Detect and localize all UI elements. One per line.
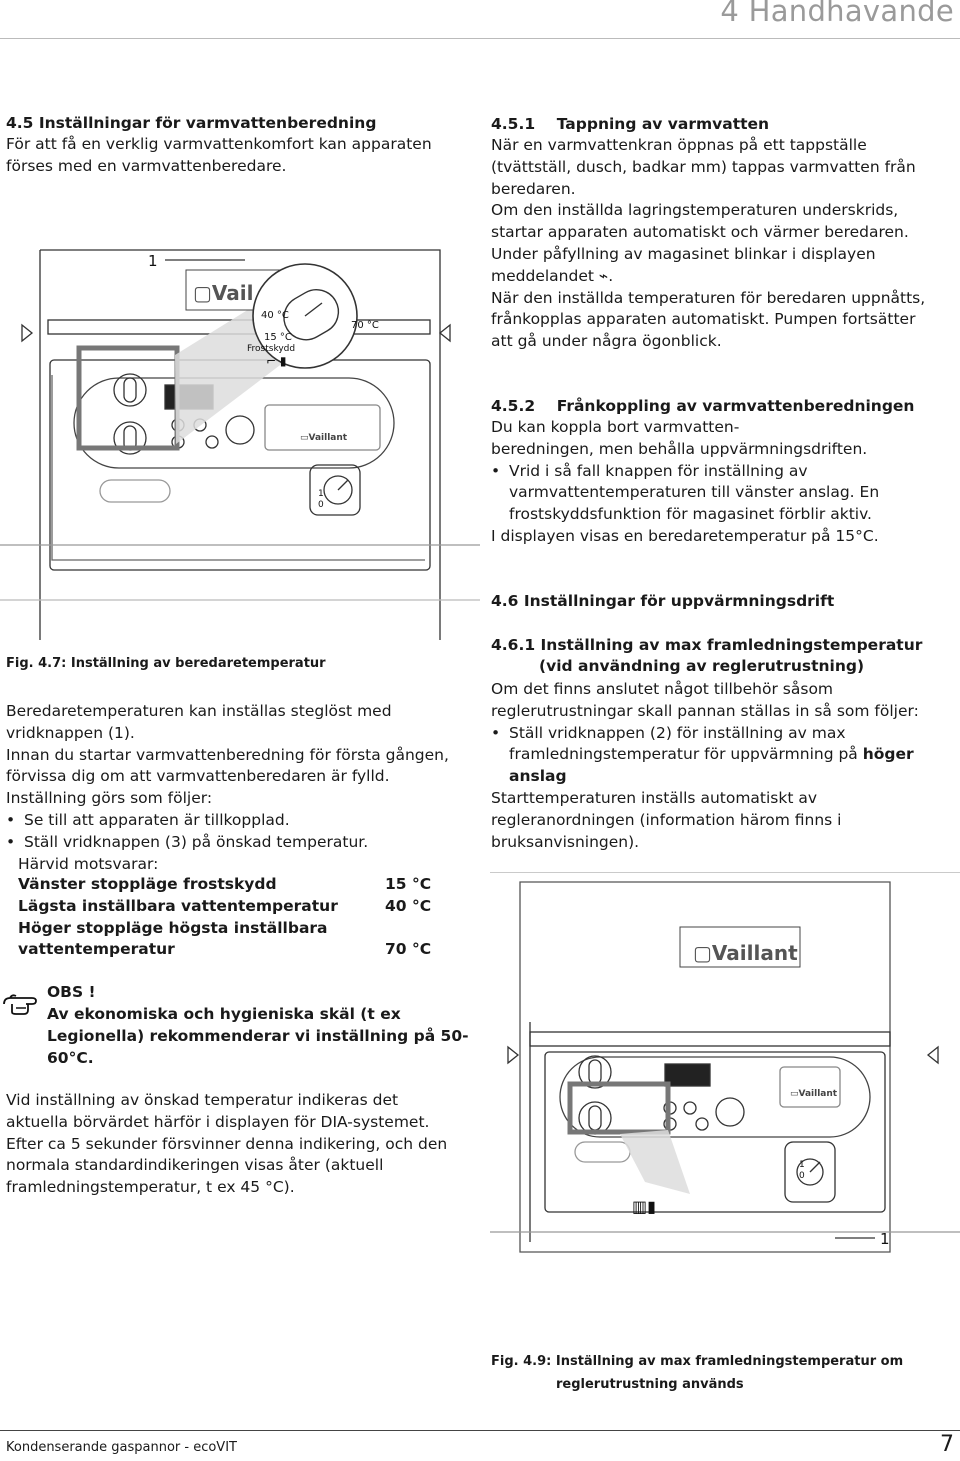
section-4-6-1-title: 4.6.1 Inställning av max framledningstemperatur [491, 636, 923, 654]
table-row: vattentemperatur 70 °C [18, 940, 432, 959]
bullet-item: • Ställ vridknappen (3) på önskad temperatur. [6, 832, 476, 854]
pointing-hand-icon [2, 990, 48, 1016]
left-body: Beredaretemperaturen kan inställas steglöst med vridknappen (1). Innan du startar varmvattenberedning för första gången, förvissa dig om att varmvattenberedaren är fylld. Inställning görs som följer: • Se till att apparaten är tillkopplad. • Ställ vridknappen (3) på önskad temperatur. Härvid motsvarar: [6, 701, 476, 875]
figure-4-9-caption-line2: reglerutrustning används [556, 1377, 744, 1392]
svg-text:▭Vaillant: ▭Vaillant [790, 1089, 838, 1099]
section-4-6-1-text: Om det finns anslutet något tillbehör såsom reglerutrustningar skall pannan ställas in så som följer: • Ställ vridknappen (2) för inställning av max framledningstemperatur för uppvärmning på höger anslag Starttemperaturen inställs automatiskt av regleranordningen (information härom finns i bruksanvisningen). [491, 679, 919, 853]
section-4-5-2-text: Du kan koppla bort varmvatten- beredningen, men behålla uppvärmningsdriften. • Vrid i så fall knappen för inställning av varmvattentemperaturen till vänster anslag. En frostskyddsfunktion för magasinet förblir aktiv. I displayen visas en beredaretemperatur på 15°C. [491, 417, 879, 548]
figure-4-7 [0, 200, 480, 640]
section-4-5-2-title: 4.5.2 Frånkoppling av varmvattenberedningen [491, 397, 915, 415]
figure-4-7-caption: Fig. 4.7: Inställning av beredaretemperatur [6, 656, 326, 671]
obs-title: OBS ! [47, 983, 96, 1001]
svg-text:▭Vaillant: ▭Vaillant [300, 433, 348, 443]
bullet-item: • Se till att apparaten är tillkopplad. [6, 810, 476, 832]
table-row: Höger stoppläge högsta inställbara [18, 918, 328, 937]
radiator-thermometer-icon: ▥▮ [632, 1197, 656, 1216]
page-number: 7 [940, 1432, 954, 1457]
final-paragraph: Vid inställning av önskad temperatur indikeras det aktuella börvärdet härför i displayen för DIA-systemet. Efter ca 5 sekunder försvinner denna indikering, och den normala standardindikeringen visas åter (aktuell framledningstemperatur, t ex 45 °C). [6, 1091, 448, 1197]
svg-text:0: 0 [318, 500, 324, 510]
svg-text:▢Vaillant: ▢Vaillant [693, 941, 798, 965]
section-4-5-title: 4.5 Inställningar för varmvattenberedning [6, 114, 377, 132]
tap-thermometer-icon: ⌐ ▮ [266, 354, 287, 368]
section-4-5-text: För att få en verklig varmvattenkomfort kan apparaten förses med en varmvattenberedare. [6, 135, 432, 175]
callout-1-fig49: 1 [880, 1230, 890, 1248]
bullet-item: • Ställ vridknappen (2) för inställning av max [491, 723, 919, 745]
section-4-6-1-subtitle: (vid användning av reglerutrustning) [539, 657, 865, 675]
section-4-5-1-title: 4.5.1 Tappning av varmvatten [491, 115, 770, 133]
chapter-header: 4 Handhavande [720, 0, 954, 28]
table-row: Vänster stoppläge frostskydd 15 °C [18, 875, 432, 893]
label-15c: 15 °C [264, 332, 292, 343]
temperature-table [18, 874, 431, 961]
footer-rule [0, 1430, 960, 1431]
header-rule [0, 38, 960, 39]
table-row: Lägsta inställbara vattentemperatur 40 °C [18, 896, 432, 915]
section-4-6-title: 4.6 Inställningar för uppvärmningsdrift [491, 592, 835, 610]
svg-text:1: 1 [799, 1160, 805, 1170]
label-40c: 40 °C [261, 310, 289, 321]
figure-4-9 [490, 872, 960, 1342]
section-4-5-1-text: När en varmvattenkran öppnas på ett tappställe (tvättställ, dusch, badkar mm) tappas varmvatten från beredaren. Om den inställda lagringstemperaturen underskrids, startar apparaten automatiskt och värmer beredaren. Under påfyllning av magasinet blinkar i displayen meddelandet ⌁. När den inställda temperaturen för beredaren uppnåtts, frånkopplas apparaten automatiskt. Pumpen fortsätter att gå under några ögonblick. [491, 136, 926, 351]
callout-1: 1 [148, 252, 158, 270]
footer-title: Kondenserande gaspannor - ecoVIT [6, 1440, 237, 1455]
svg-text:0: 0 [799, 1171, 805, 1181]
tap-icon: ⌁ [598, 266, 609, 285]
svg-text:▢Vail: ▢Vail [193, 281, 254, 305]
obs-text: Av ekonomiska och hygieniska skäl (t ex Legionella) rekommenderar vi inställning på 50- 60°C. [47, 1005, 469, 1067]
label-frostskydd: Frostskydd [247, 344, 296, 354]
bullet-item: • Vrid i så fall knappen för inställning av [491, 461, 879, 483]
label-70c: 70 °C [351, 320, 379, 331]
figure-4-9-caption-line1: Fig. 4.9: Inställning av max framledningstemperatur om [491, 1354, 904, 1369]
svg-text:1: 1 [318, 489, 324, 499]
